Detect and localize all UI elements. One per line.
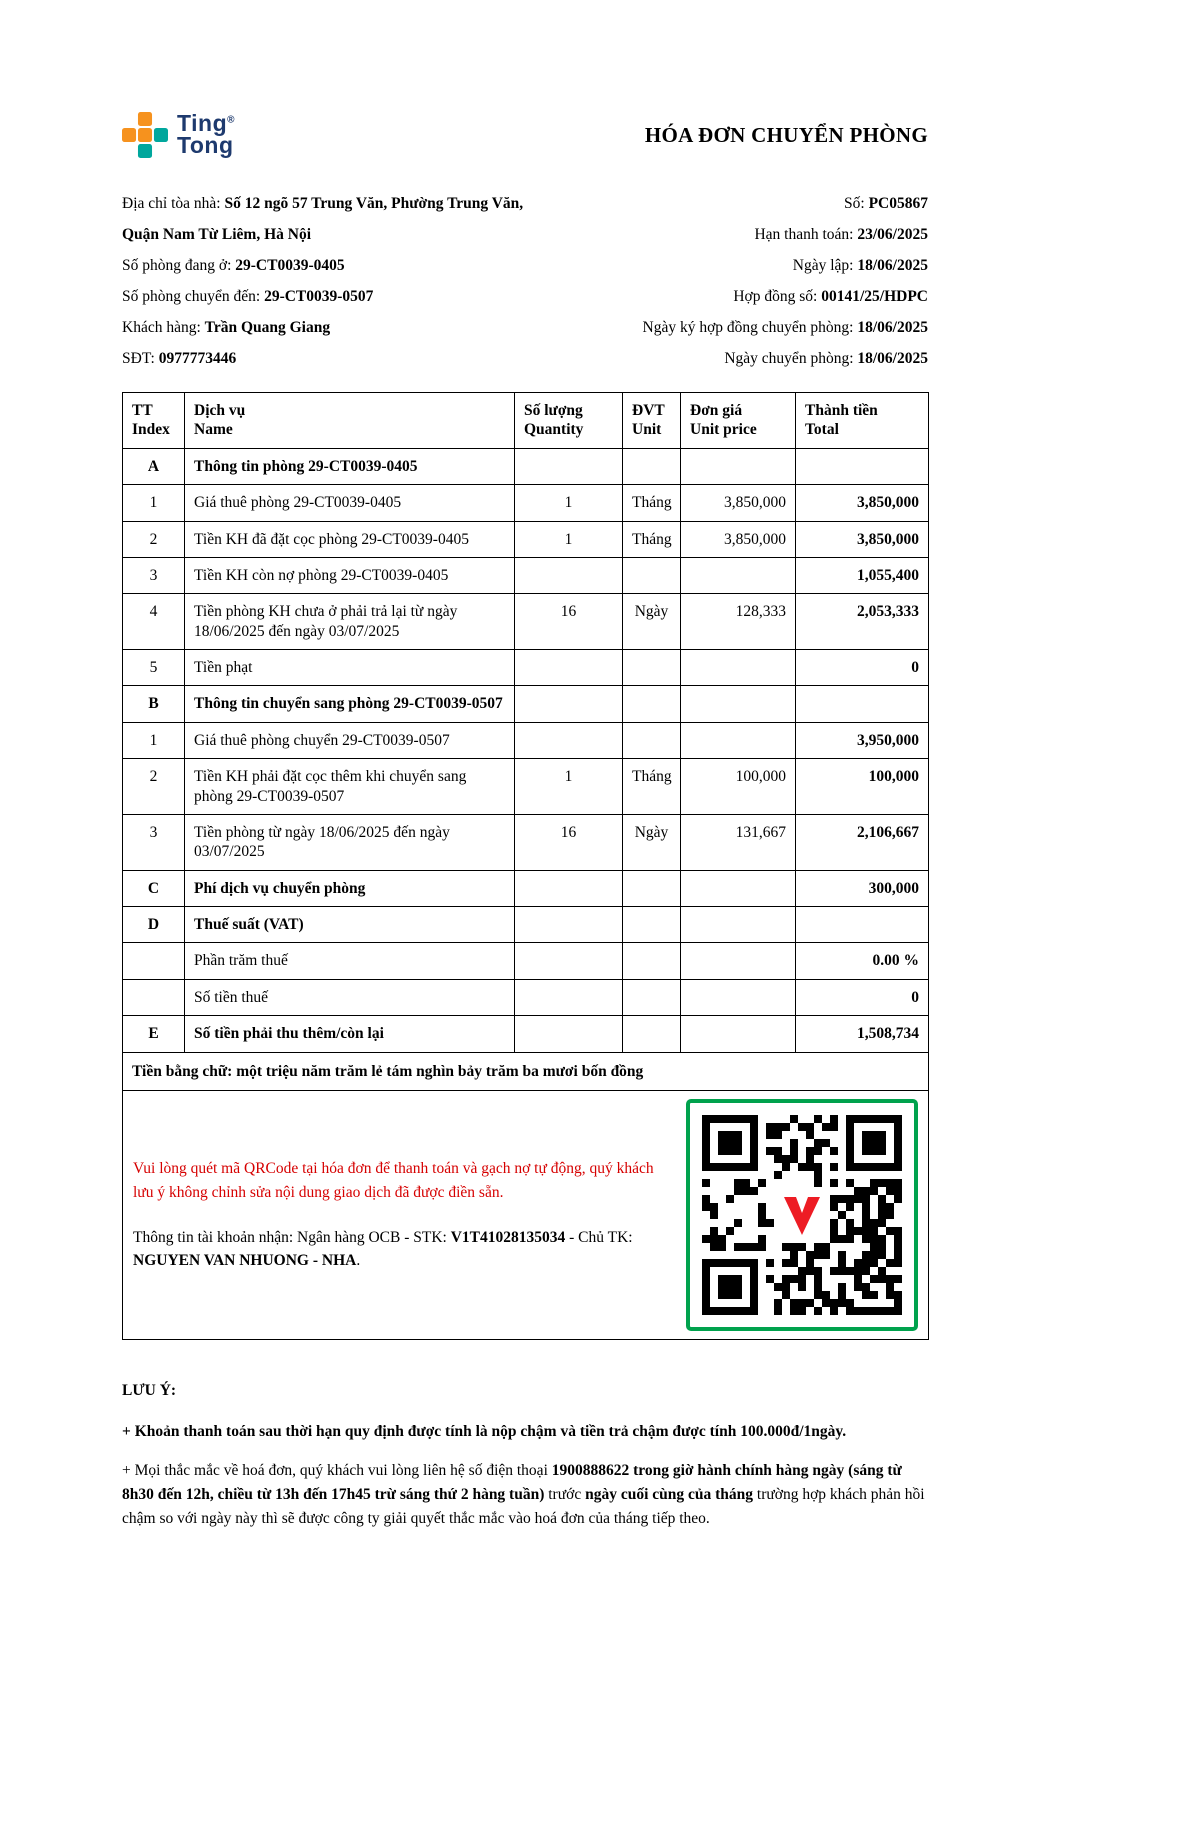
cell-total: [796, 686, 929, 722]
cell-unit-price: [681, 1016, 796, 1052]
cell-unit: [623, 943, 681, 979]
cell-index: 2: [123, 521, 185, 557]
cell-quantity: 16: [515, 814, 623, 870]
text-segment: ngày cuối cùng của tháng: [585, 1485, 754, 1503]
cell-unit-price: [681, 557, 796, 593]
text-segment: .: [356, 1252, 361, 1270]
info-value: Trần Quang Giang: [204, 319, 331, 336]
cell-name: Số tiền phải thu thêm/còn lại: [185, 1016, 515, 1052]
cell-unit: [623, 722, 681, 758]
header-line: Quantity: [524, 421, 584, 439]
cell-quantity: [515, 557, 623, 593]
cell-total: 100,000: [796, 759, 929, 815]
table-row: [123, 943, 929, 979]
header-line: Unit price: [690, 421, 757, 439]
cell-unit: Tháng: [623, 521, 681, 557]
qr-warning-note: Vui lòng quét mã QRCode tại hóa đơn để thanh toán và gạch nợ tự động, quý khách lưu ý không chỉnh sửa nội dung giao dịch đã được điền sẵn.: [133, 1160, 654, 1201]
qr-payment-cell: [123, 1090, 929, 1339]
cell-index: 3: [123, 557, 185, 593]
cell-index: 2: [123, 759, 185, 815]
cell-quantity: 1: [515, 759, 623, 815]
cell-unit-price: [681, 943, 796, 979]
info-label: Số:: [844, 195, 869, 212]
cell-index: C: [123, 870, 185, 906]
header-line: Thành tiền: [805, 402, 878, 419]
cell-name: Số tiền thuế: [185, 979, 515, 1015]
table-row: [123, 594, 929, 650]
info-label: Ngày lập:: [792, 257, 858, 274]
info-value: PC05867: [868, 195, 928, 212]
header-line: Name: [194, 421, 233, 439]
cell-index: 1: [123, 485, 185, 521]
cell-quantity: [515, 979, 623, 1015]
info-line: [558, 250, 928, 281]
info-value: 23/06/2025: [857, 226, 928, 243]
text-segment: V1T41028135034: [450, 1228, 566, 1246]
cell-unit-price: 128,333: [681, 594, 796, 650]
cell-name: Tiền KH còn nợ phòng 29-CT0039-0405: [185, 557, 515, 593]
text-segment: 1900888622 trong giờ hành chính hàng ngày (sáng từ 8h30 đến 12h, chiều từ 13h đến 17h45 trừ sáng thứ 2 hàng tuần): [122, 1461, 902, 1503]
cell-name: Thông tin chuyển sang phòng 29-CT0039-0507: [185, 686, 515, 722]
info-value: 18/06/2025: [857, 319, 928, 336]
cell-unit-price: [681, 722, 796, 758]
cell-quantity: [515, 870, 623, 906]
cell-unit: [623, 979, 681, 1015]
cell-total: 3,850,000: [796, 521, 929, 557]
info-label: Ngày ký hợp đồng chuyển phòng:: [642, 319, 858, 336]
tingtong-logo-text: [177, 110, 235, 158]
info-line: [558, 188, 928, 219]
cell-unit-price: [681, 448, 796, 484]
cell-quantity: [515, 722, 623, 758]
cell-index: 1: [123, 722, 185, 758]
table-row: [123, 979, 929, 1015]
cell-unit: Tháng: [623, 485, 681, 521]
table-row: [123, 722, 929, 758]
column-header-name: [185, 393, 515, 449]
cell-quantity: [515, 686, 623, 722]
cell-unit: [623, 650, 681, 686]
info-label: Số phòng chuyển đến:: [122, 288, 265, 305]
qr-payment-block: [133, 1099, 918, 1331]
qr-code: [686, 1099, 918, 1331]
info-value: Số 12 ngõ 57 Trung Văn, Phường Trung Văn, Quận Nam Từ Liêm, Hà Nội: [122, 195, 524, 243]
cell-unit-price: 100,000: [681, 759, 796, 815]
text-segment: - Chủ TK:: [565, 1228, 633, 1246]
cell-quantity: [515, 907, 623, 943]
info-line: [122, 312, 542, 343]
table-row: [123, 485, 929, 521]
cell-total: 0: [796, 979, 929, 1015]
cell-quantity: [515, 448, 623, 484]
cell-name: Tiền KH đã đặt cọc phòng 29-CT0039-0405: [185, 521, 515, 557]
invoice-info-section: [122, 188, 928, 374]
cell-total: [796, 907, 929, 943]
text-segment: + Khoản thanh toán sau thời hạn quy định được tính là nộp chậm và tiền trả chậm được tính 100.000đ/1ngày.: [122, 1422, 847, 1440]
info-label: Khách hàng:: [122, 319, 205, 336]
column-header-unit-price: [681, 393, 796, 449]
cell-total: 2,106,667: [796, 814, 929, 870]
info-line: [122, 188, 542, 250]
table-row: [123, 521, 929, 557]
cell-index: 4: [123, 594, 185, 650]
header-line: Total: [805, 421, 839, 439]
info-value: 29-CT0039-0507: [264, 288, 374, 305]
amount-in-words: Tiền bằng chữ: một triệu năm trăm lẻ tám nghìn bảy trăm ba mươi bốn đồng: [123, 1052, 929, 1090]
info-line: [558, 281, 928, 312]
cell-total: 1,055,400: [796, 557, 929, 593]
table-row: [123, 814, 929, 870]
cell-unit: [623, 557, 681, 593]
cell-total: 3,850,000: [796, 485, 929, 521]
info-label: Hợp đồng số:: [733, 288, 822, 305]
cell-unit: [623, 870, 681, 906]
cell-index: [123, 943, 185, 979]
cell-unit: Ngày: [623, 814, 681, 870]
cell-unit-price: 3,850,000: [681, 521, 796, 557]
column-header-unit: [623, 393, 681, 449]
cell-unit: [623, 448, 681, 484]
cell-index: E: [123, 1016, 185, 1052]
text-segment: + Mọi thắc mắc về hoá đơn, quý khách vui lòng liên hệ số điện thoại: [122, 1461, 552, 1479]
cell-quantity: 1: [515, 521, 623, 557]
info-label: Ngày chuyển phòng:: [724, 350, 858, 367]
table-row: [123, 448, 929, 484]
column-header-index: [123, 393, 185, 449]
footer-note: [122, 1459, 928, 1531]
header-line: TT: [132, 402, 153, 419]
cell-index: [123, 979, 185, 1015]
amount-in-words-row: [123, 1052, 929, 1090]
customer-building-info: [122, 188, 542, 374]
cell-unit-price: [681, 979, 796, 1015]
info-line: [122, 250, 542, 281]
cell-quantity: 16: [515, 594, 623, 650]
info-value: 18/06/2025: [857, 257, 928, 274]
cell-unit: Ngày: [623, 594, 681, 650]
cell-name: Giá thuê phòng chuyển 29-CT0039-0507: [185, 722, 515, 758]
info-label: Địa chỉ tòa nhà:: [122, 195, 225, 212]
cell-name: Thông tin phòng 29-CT0039-0405: [185, 448, 515, 484]
text-segment: Thông tin tài khoản nhận: Ngân hàng OCB - STK:: [133, 1228, 451, 1246]
cell-index: 5: [123, 650, 185, 686]
header-line: Dịch vụ: [194, 402, 246, 419]
qr-code-image: [702, 1115, 902, 1315]
info-line: [558, 343, 928, 374]
cell-name: Tiền phòng KH chưa ở phải trả lại từ ngày 18/06/2025 đến ngày 03/07/2025: [185, 594, 515, 650]
cell-quantity: [515, 650, 623, 686]
cell-unit-price: [681, 686, 796, 722]
cell-unit-price: 131,667: [681, 814, 796, 870]
logo-word-tong: Tong: [177, 132, 234, 158]
column-header-total: [796, 393, 929, 449]
cell-unit: [623, 907, 681, 943]
cell-index: B: [123, 686, 185, 722]
cell-index: D: [123, 907, 185, 943]
cell-total: [796, 448, 929, 484]
cell-total: 0.00 %: [796, 943, 929, 979]
table-row: [123, 759, 929, 815]
table-row: [123, 686, 929, 722]
tingtong-logo: [122, 112, 235, 158]
table-row: [123, 870, 929, 906]
info-line: [558, 219, 928, 250]
cell-quantity: 1: [515, 485, 623, 521]
info-value: 0977773446: [158, 350, 237, 367]
cell-name: Tiền KH phải đặt cọc thêm khi chuyển sang phòng 29-CT0039-0507: [185, 759, 515, 815]
info-value: 18/06/2025: [857, 350, 928, 367]
tingtong-logo-icon: [122, 112, 168, 158]
info-label: Số phòng đang ở:: [122, 257, 236, 274]
cell-total: 3,950,000: [796, 722, 929, 758]
header-line: Index: [132, 421, 170, 439]
cell-unit: Tháng: [623, 759, 681, 815]
cell-unit-price: 3,850,000: [681, 485, 796, 521]
header-line: Unit: [632, 421, 662, 439]
text-segment: NGUYEN VAN NHUONG - NHA: [133, 1252, 357, 1270]
cell-index: A: [123, 448, 185, 484]
invoice-title: HÓA ĐƠN CHUYỂN PHÒNG: [644, 122, 928, 147]
cell-total: 1,508,734: [796, 1016, 929, 1052]
table-row: [123, 557, 929, 593]
cell-name: Giá thuê phòng 29-CT0039-0405: [185, 485, 515, 521]
document-header: [122, 112, 928, 158]
cell-unit-price: [681, 870, 796, 906]
notes-heading: LƯU Ý:: [122, 1381, 177, 1399]
cell-quantity: [515, 1016, 623, 1052]
info-label: Hạn thanh toán:: [754, 226, 858, 243]
text-segment: trước: [544, 1485, 586, 1503]
cell-unit-price: [681, 650, 796, 686]
column-header-quantity: [515, 393, 623, 449]
cell-name: Tiền phòng từ ngày 18/06/2025 đến ngày 03/07/2025: [185, 814, 515, 870]
footer-notes-section: [122, 1382, 928, 1531]
invoice-document: [122, 112, 928, 1546]
bank-account-info: [133, 1226, 673, 1273]
footer-note: [122, 1420, 928, 1444]
cell-total: 2,053,333: [796, 594, 929, 650]
invoice-meta-info: [558, 188, 928, 374]
table-header-row: [123, 393, 929, 449]
cell-index: 3: [123, 814, 185, 870]
table-row: [123, 907, 929, 943]
text-segment: trường hợp khách phản hồi chậm so với ngày này thì sẽ được công ty giải quyết thắc mắc vào hoá đơn của tháng tiếp theo.: [122, 1485, 925, 1527]
info-line: [122, 281, 542, 312]
cell-name: Phí dịch vụ chuyển phòng: [185, 870, 515, 906]
cell-unit-price: [681, 907, 796, 943]
cell-quantity: [515, 943, 623, 979]
notes-list: [122, 1420, 928, 1531]
header-line: ĐVT: [632, 402, 665, 419]
header-line: Đơn giá: [690, 402, 743, 419]
cell-unit: [623, 1016, 681, 1052]
table-row: [123, 650, 929, 686]
info-line: [558, 312, 928, 343]
header-line: Số lượng: [524, 402, 583, 419]
payment-instructions: [133, 1157, 673, 1272]
cell-total: 300,000: [796, 870, 929, 906]
info-line: [122, 343, 542, 374]
logo-ting-label: Ting: [177, 110, 228, 137]
cell-total: 0: [796, 650, 929, 686]
table-row: [123, 1016, 929, 1052]
cell-unit: [623, 686, 681, 722]
info-value: 00141/25/HDPC: [821, 288, 928, 305]
cell-name: Phần trăm thuế: [185, 943, 515, 979]
info-label: SĐT:: [122, 350, 159, 367]
cell-name: Tiền phạt: [185, 650, 515, 686]
qr-row: [123, 1090, 929, 1339]
invoice-table: [122, 392, 929, 1340]
registered-mark: ®: [227, 114, 235, 126]
cell-name: Thuế suất (VAT): [185, 907, 515, 943]
info-value: 29-CT0039-0405: [235, 257, 345, 274]
